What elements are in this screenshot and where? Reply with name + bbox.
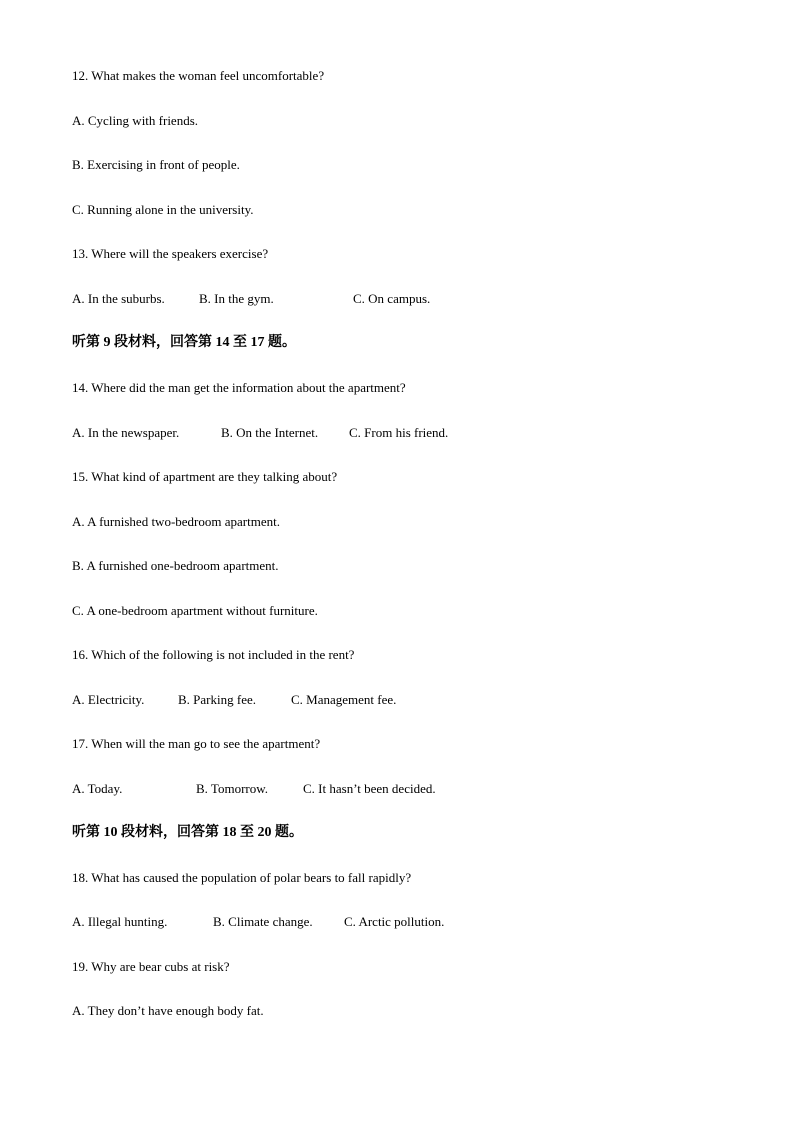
q18-option-b: B. Climate change. [213,914,313,929]
question-17: 17. When will the man go to see the apartment? [72,736,321,751]
section-header-10: 听第 10 段材料，回答第 18 至 20 题。 [72,825,303,840]
q13-option-a: A. In the suburbs. [72,291,165,306]
q17-option-a: A. Today. [72,781,123,796]
q16-option-a: A. Electricity. [72,692,145,707]
q12-option-b: B. Exercising in front of people. [72,157,240,172]
q19-option-a: A. They don’t have enough body fat. [72,1003,264,1018]
q18-option-c: C. Arctic pollution. [344,914,445,929]
q14-option-c: C. From his friend. [349,425,449,440]
q16-option-c: C. Management fee. [291,692,397,707]
q15-option-a: A. A furnished two-bedroom apartment. [72,514,280,529]
q13-option-c: C. On campus. [353,291,431,306]
q14-option-b: B. On the Internet. [221,425,319,440]
q15-option-b: B. A furnished one-bedroom apartment. [72,558,279,573]
q17-option-b: B. Tomorrow. [196,781,269,796]
q12-option-a: A. Cycling with friends. [72,113,199,128]
question-12: 12. What makes the woman feel uncomfortable? [72,68,325,83]
section-header-9: 听第 9 段材料，回答第 14 至 17 题。 [72,335,296,350]
q14-option-a: A. In the newspaper. [72,425,180,440]
q12-option-c: C. Running alone in the university. [72,202,254,217]
q18-option-a: A. Illegal hunting. [72,914,168,929]
question-16: 16. Which of the following is not included in the rent? [72,647,355,662]
question-15: 15. What kind of apartment are they talking about? [72,469,338,484]
question-19: 19. Why are bear cubs at risk? [72,959,230,974]
q16-option-b: B. Parking fee. [178,692,256,707]
question-14: 14. Where did the man get the information about the apartment? [72,380,406,395]
question-18: 18. What has caused the population of polar bears to fall rapidly? [72,870,412,885]
q15-option-c: C. A one-bedroom apartment without furniture. [72,603,318,618]
q13-option-b: B. In the gym. [199,291,274,306]
question-13: 13. Where will the speakers exercise? [72,246,269,261]
q17-option-c: C. It hasn’t been decided. [303,781,436,796]
